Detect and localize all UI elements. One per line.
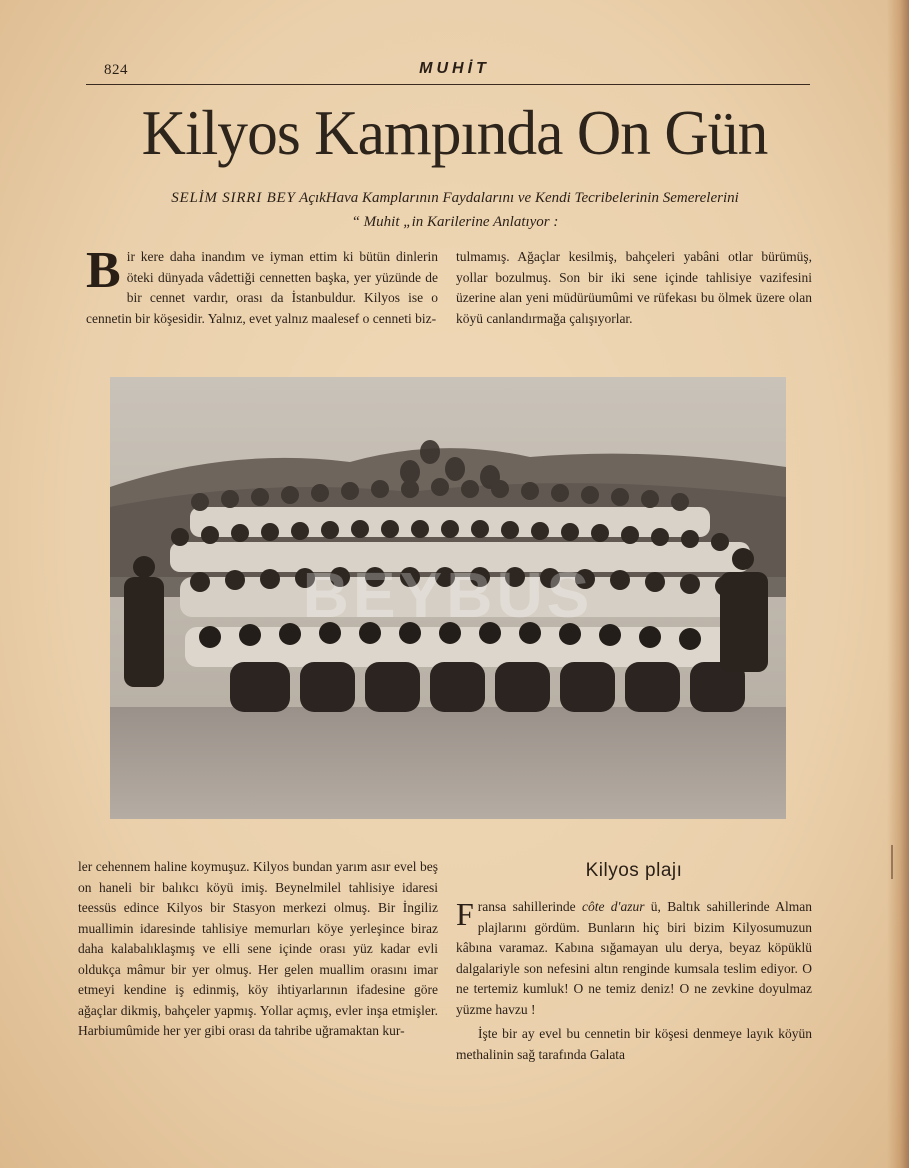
body-column-left	[78, 857, 438, 1042]
subtitle-line-1-text: AçıkHava Kamplarının Faydalarını ve Kendi Tecribelerinin Semerelerini	[299, 190, 739, 206]
section-p1-text-a: ransa sahillerinde	[477, 899, 582, 914]
subtitle-author: SELİM SIRRI BEY	[171, 190, 296, 206]
section-dropcap: F	[456, 896, 474, 932]
intro-dropcap: B	[86, 242, 121, 299]
header-rule	[86, 84, 810, 85]
article-title: Kilyos Kampında On Gün	[141, 97, 768, 168]
margin-ink-mark	[891, 845, 893, 879]
body-left-text: ler cehennem haline koymuşuz. Kilyos bundan yarım asır evel beş on haneli bir balıkcı köyü imiş. Beynelmilel tahlisiye idaresi teessüs edince Kilyos bir Stasyon merkezi olmuş. Bir İngiliz muallimin idaresinde tahlisiye memurları köye yerleşince biraz daha kalabalıklaşmış ve elli sene içinde orası yüz kadar evli oldukça mâmur bir yer olmuş. Her gelen muallim orasını imar etmeyi kendine iş edinmiş, köy ihtiyarlarının ifadesine göre ağaçlar dikmiş, bahçeler yapmış. Yollar açmış, evler inşa etmişler. Harbiumûmide her yer gibi orası da tahribe uğramaktan kur-	[78, 859, 438, 1038]
group-photo	[110, 377, 786, 819]
section-heading: Kilyos plajı	[585, 860, 683, 881]
section-paragraph-2: İşte bir ay evel bu cennetin bir köşesi denmeye layık köyün methalinin sağ tarafında Galata	[456, 1026, 812, 1062]
group-photo-illustration	[110, 377, 786, 819]
photo-watermark: BEYBUS	[302, 559, 594, 631]
intro-right-text: tulmamış. Ağaçlar kesilmiş, bahçeleri yabâni otlar bürümüş, yollar bozulmuş. Son bir iki sene içinde tahlisiye vazifesini üzerine alan yeni müdürüumûmi ve rüfekası bu ölmek üzere olan köyü canlandırmağa çalışıyorlar.	[456, 249, 812, 326]
intro-column-left	[86, 242, 438, 329]
subtitle-line-2: “ Muhit „in Karilerine Anlatıyor :	[351, 214, 559, 230]
page-edge-shadow	[887, 0, 909, 1168]
intro-column-right	[456, 247, 812, 329]
body-column-right	[456, 897, 812, 1065]
section-p1-text-b: ü, Baltık sahillerinde Alman plajlarını gördüm. Bunların hiç biri bizim Kilyosumuzun kâbına varamaz. Kabına sığamayan ulu derya, beyaz köpüklü dalgalariyle son nefesini altın renginde kumsala teslim ediyor. O ne tertemiz kumluk! O ne temiz deniz! O ne zevkine doyulmaz yüzme havzu !	[456, 899, 812, 1017]
subtitle-line-1	[60, 186, 850, 210]
section-paragraph-1	[456, 897, 812, 1020]
page-number: 824	[104, 62, 128, 78]
section-p1-italic: côte d'azur	[581, 899, 645, 914]
magazine-name: MUHİT	[419, 60, 490, 77]
intro-left-text: ir kere daha inandım ve iyman ettim ki bütün dinlerin öteki dünyada vâdettiği cennetten başka, yer yüzünde de bir cennet vardır, orası da İstanbuldur. Kilyos ise o cennetin bir köşesidir. Yalnız, evet yalnız maalesef o cenneti biz-	[86, 249, 438, 326]
article-subtitle	[60, 186, 850, 234]
